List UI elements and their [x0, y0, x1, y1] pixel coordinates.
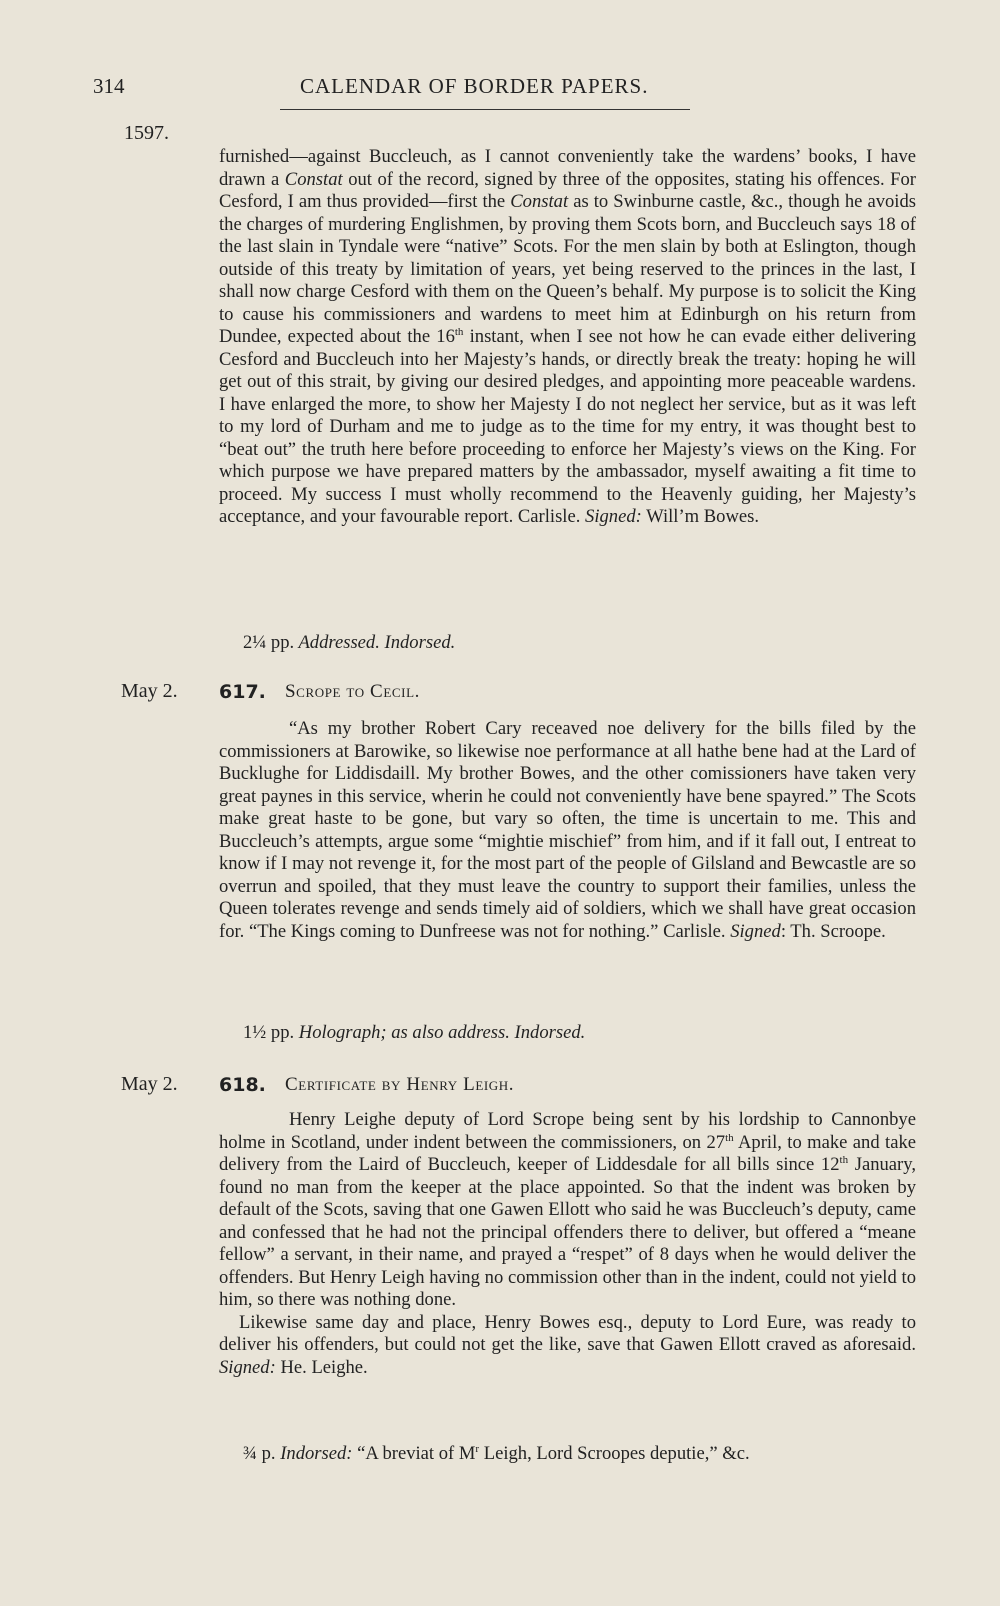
entry-618-note-text-b: Leigh, Lord Scroopes deputie,” &c.: [479, 1443, 750, 1464]
superscript-th: th: [725, 1131, 734, 1144]
entry-618-signed-label: Signed:: [219, 1356, 276, 1378]
continuation-text-2: out of the record, signed by three of the opposites, stating his offences. For Cesford, I am thus provided—first the: [219, 168, 916, 212]
entry-617-note: [243, 1022, 585, 1044]
entry-618-text-b: April, to make and take delivery from the Laird of Buccleuch, keeper of Liddesdale for all bills since 12: [219, 1131, 917, 1175]
entry-618-text-c: January, found no man from the keeper at the place appointed. So that the indent was broken by default of the Scots, saving that one Gawen Ellott who said he was Buccleuch’s deputy, came and confessed that he had not the principal offenders there to deliver, but offered a “meane fellow” a servant, in their name, and prayed a “respet” of 8 days when he would deliver the offenders. But Henry Leigh having no commission other than in the indent, could not yield to him, so there was nothing done.: [219, 1154, 916, 1310]
entry-617-note-text: Holograph; as also address. Indorsed.: [298, 1022, 586, 1043]
entry-617-title: Scrope to Cecil.: [285, 681, 420, 702]
entry-618-title: Certificate by Henry Leigh.: [285, 1074, 515, 1095]
superscript-th: th: [454, 325, 464, 338]
superscript-th: th: [839, 1153, 849, 1166]
note-pages: 2¼ pp.: [243, 632, 295, 653]
continuation-note: [243, 632, 455, 654]
margin-year: 1597.: [124, 122, 169, 144]
entry-618-signer: He. Leighe.: [275, 1356, 368, 1378]
entry-618-text-d: Likewise same day and place, Henry Bowes esq., deputy to Lord Eure, was ready to deliver his offenders, but could not get the like, save that Gawen Ellott craved as aforesaid.: [219, 1311, 916, 1355]
continuation-text-1: furnished—against Buccleuch, as I cannot conveniently take the wardens’ books, I have drawn a: [219, 146, 916, 190]
constat-term-2: Constat: [510, 191, 569, 212]
continuation-paragraph: [219, 146, 916, 529]
continuation-text-4: instant, when I see not how he can evade either delivering Cesford and Buccleuch into her Majesty’s hands, or directly break the treaty: hoping he will get out of this strait, by giving our desired pledges, and appointing more peaceable wardens. I have enlarged the more, to show her Majesty I do not neglect her service, but as it was left to my lord of Durham and me to judge as to the time for my entry, it was thought best to “beat out” the truth here before proceeding to enforce her Majesty’s views on the King. For which purpose we have prepared matters by the ambassador, myself awaiting a fit time to proceed. My success I must wholly recommend to the Heavenly guiding, her Majesty’s acceptance, and your favourable report. Carlisle.: [219, 326, 916, 527]
note-text: Addressed. Indorsed.: [298, 632, 456, 653]
entry-618-note-indorsed: Indorsed:: [280, 1443, 353, 1464]
entry-618-number: 618.: [219, 1074, 266, 1096]
entry-618-text-a: Henry Leighe deputy of Lord Scrope being sent by his lordship to Cannonbye holme in Scotland, under indent between the commissioners, on 27: [219, 1109, 916, 1153]
entry-618-body: [219, 1109, 916, 1379]
signed-label: Signed:: [585, 506, 642, 527]
entry-618-note-text-a: “A breviat of M: [352, 1443, 476, 1464]
entry-618-note-pages: ¾ p.: [243, 1443, 276, 1464]
header-rule: [280, 109, 690, 110]
continuation-text-3: as to Swinburne castle, &c., though he avoids the charges of murdering Englishmen, by proving them Scots born, and Buccleuch says 18 of the last slain in Tyndale were “native” Scots. For the men slain by both at Eslington, though outside of this treaty by limitation of years, yet being reserved to the princes in the last, I shall now charge Cesford with them on the Queen’s behalf. My purpose is to solicit the King to cause his commissioners and wardens to meet him at Edinburgh on his return from Dundee, expected about the 16: [219, 191, 916, 347]
entry-617-text: “As my brother Robert Cary receaved noe delivery for the bills filed by the commissioners at Barowike, so likewise noe performance at all hathe bene had at the Lard of Bucklughe for Liddisdaill. My brother Bowes, and the other comissioners have taken very great paynes in this service, wherin he could not conveniently have bene spayred.” The Scots make great haste to be gone, but vary so often, the time is uncertain to me. This and Buccleuch’s attempts, argue some “mightie mischief” from him, and if it fall out, I entreat to know if I may not revenge it, for the most part of the people of Gilsland and Bewcastle are so overrun and spoiled, that they must leave the country to support their families, unless the Queen tolerates revenge and sends timely aid of soldiers, which we shall have great occasion for. “The Kings coming to Dunfreese was not for nothing.” Carlisle.: [219, 718, 916, 942]
entry-617-signer: : Th. Scroope.: [780, 920, 886, 942]
running-title: CALENDAR OF BORDER PAPERS.: [300, 74, 649, 98]
superscript-r: r: [475, 1442, 480, 1455]
page-number: 314: [93, 74, 125, 98]
entry-618-date: May 2.: [121, 1073, 178, 1095]
entry-617-body: [219, 718, 916, 943]
signer-name: Will’m Bowes.: [641, 506, 760, 527]
entry-618-note: [243, 1443, 750, 1465]
entry-617-date: May 2.: [121, 680, 178, 702]
entry-617-note-pages: 1½ pp.: [243, 1022, 295, 1043]
constat-term-1: Constat: [284, 168, 343, 190]
entry-617-signed-label: Signed: [730, 920, 781, 942]
entry-617-number: 617.: [219, 681, 266, 703]
